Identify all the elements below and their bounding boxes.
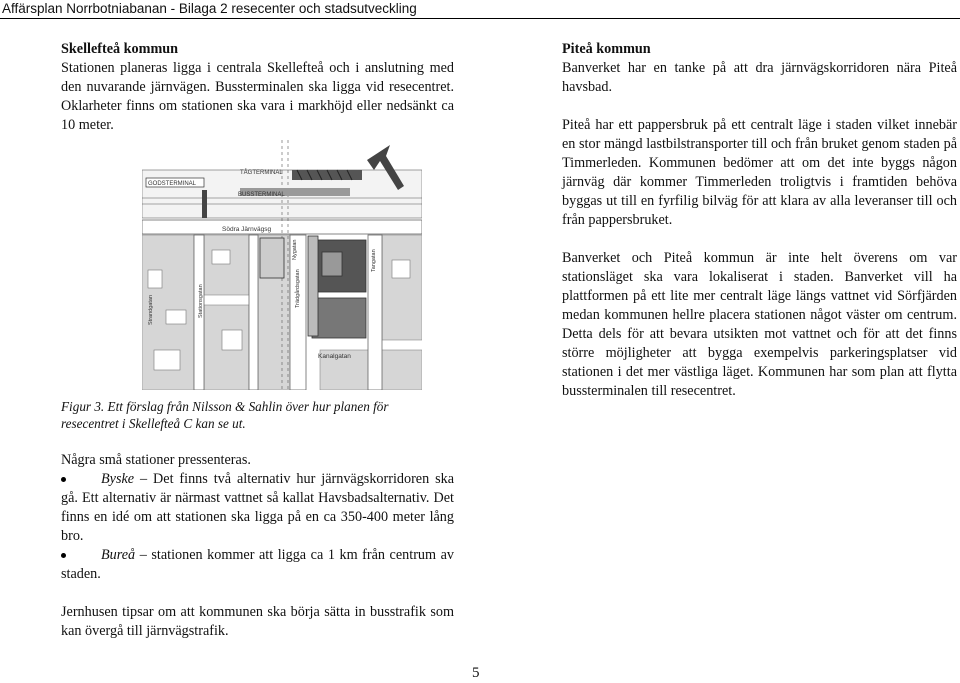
paragraph-pitea-2: Piteå har ett pappersbruk på ett centralt läge i staden vilket innebär en stor mängd lastbilstransporter till och från bruket genom staden på Timmerleden. Kommunen bedömer att om det inte byggs någon järnväg där kommer Timmerleden troligtvis i framtiden behöva byggas ut till en fyrfilig bilväg för att klara av alla leveranser till och från pappersbruket. — [562, 117, 957, 228]
map-label-strandgatan: Strandgatan — [148, 295, 154, 325]
dash: – — [140, 471, 148, 487]
map-label-sodra-jarnvagsg: Södra Järnvägsg — [222, 226, 272, 233]
map-label-stationsgatan: Stationsgatan — [198, 284, 204, 318]
station-list — [61, 470, 454, 584]
map-label-bussterminal: BUSSTERMINAL — [238, 192, 285, 198]
station-plan-map — [142, 140, 422, 390]
left-column-bottom — [61, 451, 454, 641]
dash: – — [139, 547, 147, 563]
map-label-tangatan: Tangatan — [371, 249, 377, 272]
map-label-tradgardsgatan: Trädgårdsgatan — [295, 269, 301, 308]
section-heading-skelleftea: Skellefteå kommun — [61, 41, 179, 57]
page-header — [0, 0, 960, 19]
bullet-icon — [61, 553, 66, 558]
station-name: Byske — [101, 471, 135, 487]
paragraph-pitea-3: Banverket och Piteå kommun är inte helt överens om var stationsläget ska vara lokaliserat i staden. Banverket vill ha plattformen på ett lite mer centralt läge längs vattnet vid Sörfjärden medan kommunen hellre placera stationen något väster om centrum. Detta dels för att bevara utsikten mot vattnet och för att det finns större möjligheter att bygga exempelvis parkeringsplatser vid stationen i det mer västliga läget. Kommunen har som plan att flytta bussterminalen till resecentret. — [562, 250, 957, 399]
intro-small-stations: Några små stationer pressenteras. — [61, 452, 251, 468]
map-label-kanalgatan: Kanalgatan — [318, 353, 351, 360]
station-name: Bureå — [101, 547, 136, 563]
list-item — [61, 546, 454, 584]
page-number: 5 — [472, 665, 480, 681]
header-title: Affärsplan Norrbotniabanan - Bilaga 2 resecenter och stadsutveckling — [2, 1, 417, 16]
section-heading-pitea: Piteå kommun — [562, 41, 651, 57]
map-label-godsterminal: GODSTERMINAL — [148, 181, 197, 187]
figure-caption: Figur 3. Ett förslag från Nilsson & Sahlin över hur planen för resecentret i Skellefteå C kan se ut. — [61, 399, 389, 431]
bullet-icon — [61, 477, 66, 482]
station-text: stationen kommer att ligga ca 1 km från centrum av staden. — [61, 547, 454, 582]
left-column-top — [61, 40, 454, 135]
paragraph-skelleftea: Stationen planeras ligga i centrala Skellefteå och i anslutning med den nuvarande järnvägen. Bussterminalen ska ligga vid resecentret. Oklarheter finns om stationen ska vara i markhöjd eller nedsänkt ca 10 meter. — [61, 60, 454, 133]
station-text: Det finns två alternativ hur järnvägskorridoren ska gå. Ett alternativ är närmast vattnet så kallat Havsbadsalternativ. Det finns en idé om att stationen ska ligga på en ca 350-400 meter lång bro. — [61, 471, 455, 544]
paragraph-pitea-1: Banverket har en tanke på att dra järnvägskorridoren nära Piteå havsbad. — [562, 60, 957, 95]
paragraph-jernhusen: Jernhusen tipsar om att kommunen ska börja sätta in busstrafik som kan övergå till järnvägstrafik. — [61, 604, 454, 639]
map-label-tagterminal: TÅGTERMINAL — [240, 170, 283, 176]
map-label-nygatan: Nygatan — [292, 239, 298, 260]
list-item — [61, 470, 454, 546]
right-column — [562, 40, 957, 401]
